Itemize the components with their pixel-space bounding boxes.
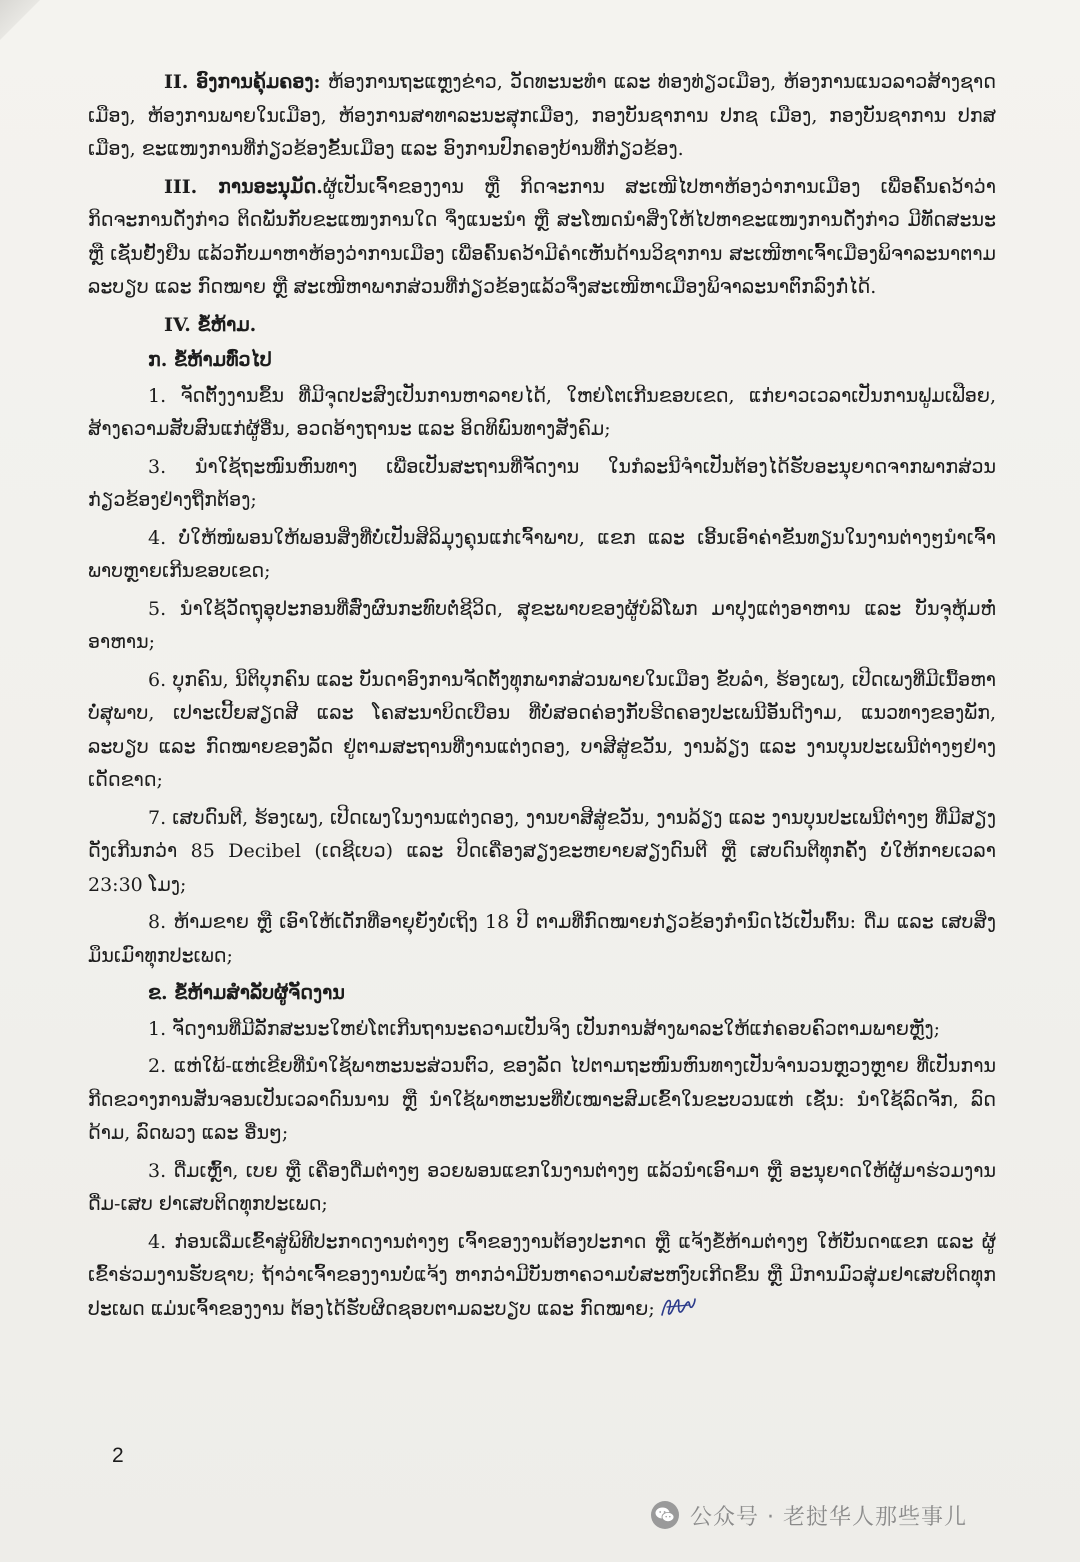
part-a-item: 6. ບຸກຄົນ, ນິຕິບຸກຄົນ ແລະ ບັນດາອົງການຈັດຕັ້ງທຸກພາກສ່ວນພາຍໃນເມືອງ ຂັບລຳ, ຮ້ອງເພງ, ເປີດເພງທີ່ມີເນື້ອຫາບໍ່ສຸພາບ, ເປາະເປີ້ຍສຽດສີ ແລະ ໂຄສະນາບິດເບືອນ ທີ່ບໍ່ສອດຄ່ອງກັບຮີດຄອງປະເພນີອັນດີງາມ, ແນວທາງຂອງພັກ, ລະບຽບ ແລະ ກົດໝາຍຂອງລັດ ຢູ່ຕາມສະຖານທີ່ງານແຕ່ງດອງ, ບາສີສູ່ຂວັນ, ງານລ້ຽງ ແລະ ງານບຸນປະເພນີຕ່າງໆຢ່າງເດັດຂາດ; [88,668,996,791]
section-iii-heading: III. ການອະນຸມັດ. [164,175,323,198]
part-a-item: 4. ບໍ່ໃຫ້ໜໍພອນໃຫ້ພອນສິ່ງທີ່ບໍ່ເປັນສິລິມຸງຄຸນແກ່ເຈົ້າພາບ, ແຂກ ແລະ ເອີ້ນເອົາຄ່າຂັນທຽນໃນງານຕ່າງໆນຳເຈົ້າພາບຫຼາຍເກີນຂອບເຂດ; [88,526,996,582]
section-ii-body: ຫ້ອງການຖະແຫຼງຂ່າວ, ວັດທະນະທຳ ແລະ ທ່ອງທ່ຽວເມືອງ, ຫ້ອງການແນວລາວສ້າງຊາດເມືອງ, ຫ້ອງການພາຍໃນເມືອງ, ຫ້ອງການສາທາລະນະສຸກເມືອງ, ກອງບັນຊາການ ປກຊ ເມືອງ, ກອງບັນຊາການ ປກສ ເມືອງ, ຂະແໜງການທີ່ກ່ຽວຂ້ອງຂັ້ນເມືອງ ແລະ ອົງການປົກຄອງບ້ານທີ່ກ່ຽວຂ້ອງ. [88,71,996,160]
part-b-item-text: 4. ກ່ອນເລີ່ມເຂົ້າສູ່ພິທີປະກາດງານຕ່າງໆ ເຈົ້າຂອງງານຕ້ອງປະກາດ ຫຼື ແຈ້ງຂໍ້ຫ້າມຕ່າງໆ ໃຫ້ບັນດາແຂກ ແລະ ຜູ້ເຂົ້າຮ່ວມງານຮັບຊາບ; ຖ້າວ່າເຈົ້າຂອງງານບໍ່ແຈ້ງ ຫາກວ່າມີບັນຫາຄວາມບໍ່ສະຫງົບເກີດຂຶ້ນ ຫຼື ມີການມົວສຸ່ມຢາເສບຕິດທຸກປະເພດ ແມ່ນເຈົ້າຂອງງານ ຕ້ອງໄດ້ຮັບຜິດຊອບຕາມລະບຽບ ແລະ ກົດໝາຍ; [88,1230,996,1320]
page-corner-fold [0,0,48,40]
watermark [650,1495,967,1535]
part-a-item: 7. ເສບດົນຕີ, ຮ້ອງເພງ, ເປີດເພງໃນງານແຕ່ງດອງ, ງານບາສີສູ່ຂວັນ, ງານລ້ຽງ ແລະ ງານບຸນປະເພນີຕ່າງໆ ທີ່ມີສຽງດັງເກີນກວ່າ 85 Decibel (ເດຊີເບວ) ແລະ ປິດເຄື່ອງສຽງຂະຫຍາຍສຽງດົນຕີ ຫຼື ເສບດົນຕີທຸກຄັ້ງ ບໍ່ໃຫ້ກາຍເວລາ 23:30 ໂມງ; [88,806,996,896]
watermark-text: 公众号 · 老挝华人那些事儿 [690,1504,967,1530]
part-a-item: 8. ຫ້າມຂາຍ ຫຼື ເອົາໃຫ້ເດັກທີ່ອາຍຸຍັງບໍ່ເຖິງ 18 ປີ ຕາມທີ່ກົດໝາຍກ່ຽວຂ້ອງກຳນົດໄວ້ເປັນຕົ້ນ: ດື່ມ ແລະ ເສບສິ່ງມຶນເມົາທຸກປະເພດ; [88,911,996,967]
document-body [88,66,996,1330]
section-iii [88,171,996,305]
handwritten-initials-signature [659,1295,697,1319]
wechat-icon [650,1500,680,1530]
page-number: 2 [112,1444,124,1467]
part-b-item: 1. ຈັດງານທີ່ມີລັກສະນະໃຫຍ່ໂຕເກີນຖານະຄວາມເປັນຈິງ ເປັນການສ້າງພາລະໃຫ້ແກ່ຄອບຄົວຕາມພາຍຫຼັງ; [148,1017,941,1040]
part-b-heading: ຂ. ຂໍ້ຫ້າມສຳລັບຜູ້ຈັດງານ [148,982,345,1004]
part-b-item: 2. ແຫ່ໃພ້-ແຫ່ເຂີຍທີ່ນຳໃຊ້ພາຫະນະສ່ວນຕົວ, ຂອງລັດ ໄປຕາມຖະໜົນຫົນທາງເປັນຈຳນວນຫຼວງຫຼາຍ ທີ່ເປັນການກີດຂວາງການສັນຈອນເປັນເວລາດົນນານ ຫຼື ນຳໃຊ້ພາຫະນະທີ່ບໍ່ເໝາະສົມເຂົ້າໃນຂະບວນແຫ່ ເຊັ່ນ: ນຳໃຊ້ລົດຈັກ, ລົດດ້າມ, ລົດພວງ ແລະ ອື່ນໆ; [88,1055,996,1144]
part-a-item: 3. ນຳໃຊ້ຖະໜົນຫົນທາງ ເພື່ອເປັນສະຖານທີ່ຈັດງານ ໃນກໍລະນີຈຳເປັນຕ້ອງໄດ້ຮັບອະນຸຍາດຈາກພາກສ່ວນກ່ຽວຂ້ອງຢ່າງຖືກຕ້ອງ; [88,455,996,511]
section-ii-heading: II. ອົງການຄຸ້ມຄອງ: [164,71,321,93]
section-iii-body: ຜູ້ເປັນເຈົ້າຂອງງານ ຫຼື ກິດຈະການ ສະເໜີໄປຫາຫ້ອງວ່າການເມືອງ ເພື່ອຄົ້ນຄວ້າວ່າ ກິດຈະການດັ່ງກ່າວ ຕິດພັນກັບຂະແໜງການໃດ ຈຶ່ງແນະນຳ ຫຼື ສະໂໜດນຳສິ່ງໃຫ້ໄປຫາຂະແໜງການດັ່ງກ່າວ ມີທັດສະນະ ຫຼື ເຊັນຢັ້ງຢືນ ແລ້ວກັບມາຫາຫ້ອງວ່າການເມືອງ ເພື່ອຄົ້ນຄວ້າມີຄຳເຫັນດ້ານວິຊາການ ສະເໜີຫາເຈົ້າເມືອງພິຈາລະນາຕາມລະບຽບ ແລະ ກົດໝາຍ ຫຼື ສະເໜີຫາພາກສ່ວນທີ່ກ່ຽວຂ້ອງແລ້ວຈຶ່ງສະເໜີຫາເມືອງພິຈາລະນາຕົກລົງກໍ່ໄດ້. [88,175,996,298]
part-a-item: 5. ນຳໃຊ້ວັດຖຸອຸປະກອນທີ່ສົ່ງຜົນກະທົບຕໍ່ຊີວິດ, ສຸຂະພາບຂອງຜູ້ບໍລິໂພກ ມາປຸງແຕ່ງອາຫານ ແລະ ບັນຈຸຫຸ້ມຫໍ່ອາຫານ; [88,597,996,653]
part-b-item: 3. ດື່ມເຫຼົ້າ, ເບຍ ຫຼື ເຄື່ອງດື່ມຕ່າງໆ ອວຍພອນແຂກໃນງານຕ່າງໆ ແລ້ວນຳເອົາມາ ຫຼື ອະນຸຍາດໃຫ້ຜູ້ມາຮ່ວມງານ ດື່ມ-ເສບ ຢາເສບຕິດທຸກປະເພດ; [88,1159,996,1215]
section-ii [88,66,996,167]
part-b-item-last [88,1226,996,1327]
part-a-heading: ກ. ຂໍ້ຫ້າມທົ່ວໄປ [148,349,272,371]
section-iv-heading: IV. ຂໍ້ຫ້າມ. [164,313,257,336]
part-a-item: 1. ຈັດຕັ້ງງານຂຶ້ນ ທີ່ມີຈຸດປະສົງເປັນການຫາລາຍໄດ້, ໃຫຍ່ໂຕເກີນຂອບເຂດ, ແກ່ຍາວເວລາເປັນການຟູມເຟືອຍ, ສ້າງຄວາມສັບສົນແກ່ຜູ້ອື່ນ, ອວດອ້າງຖານະ ແລະ ອິດທິພົນທາງສັງຄົມ; [88,384,996,440]
